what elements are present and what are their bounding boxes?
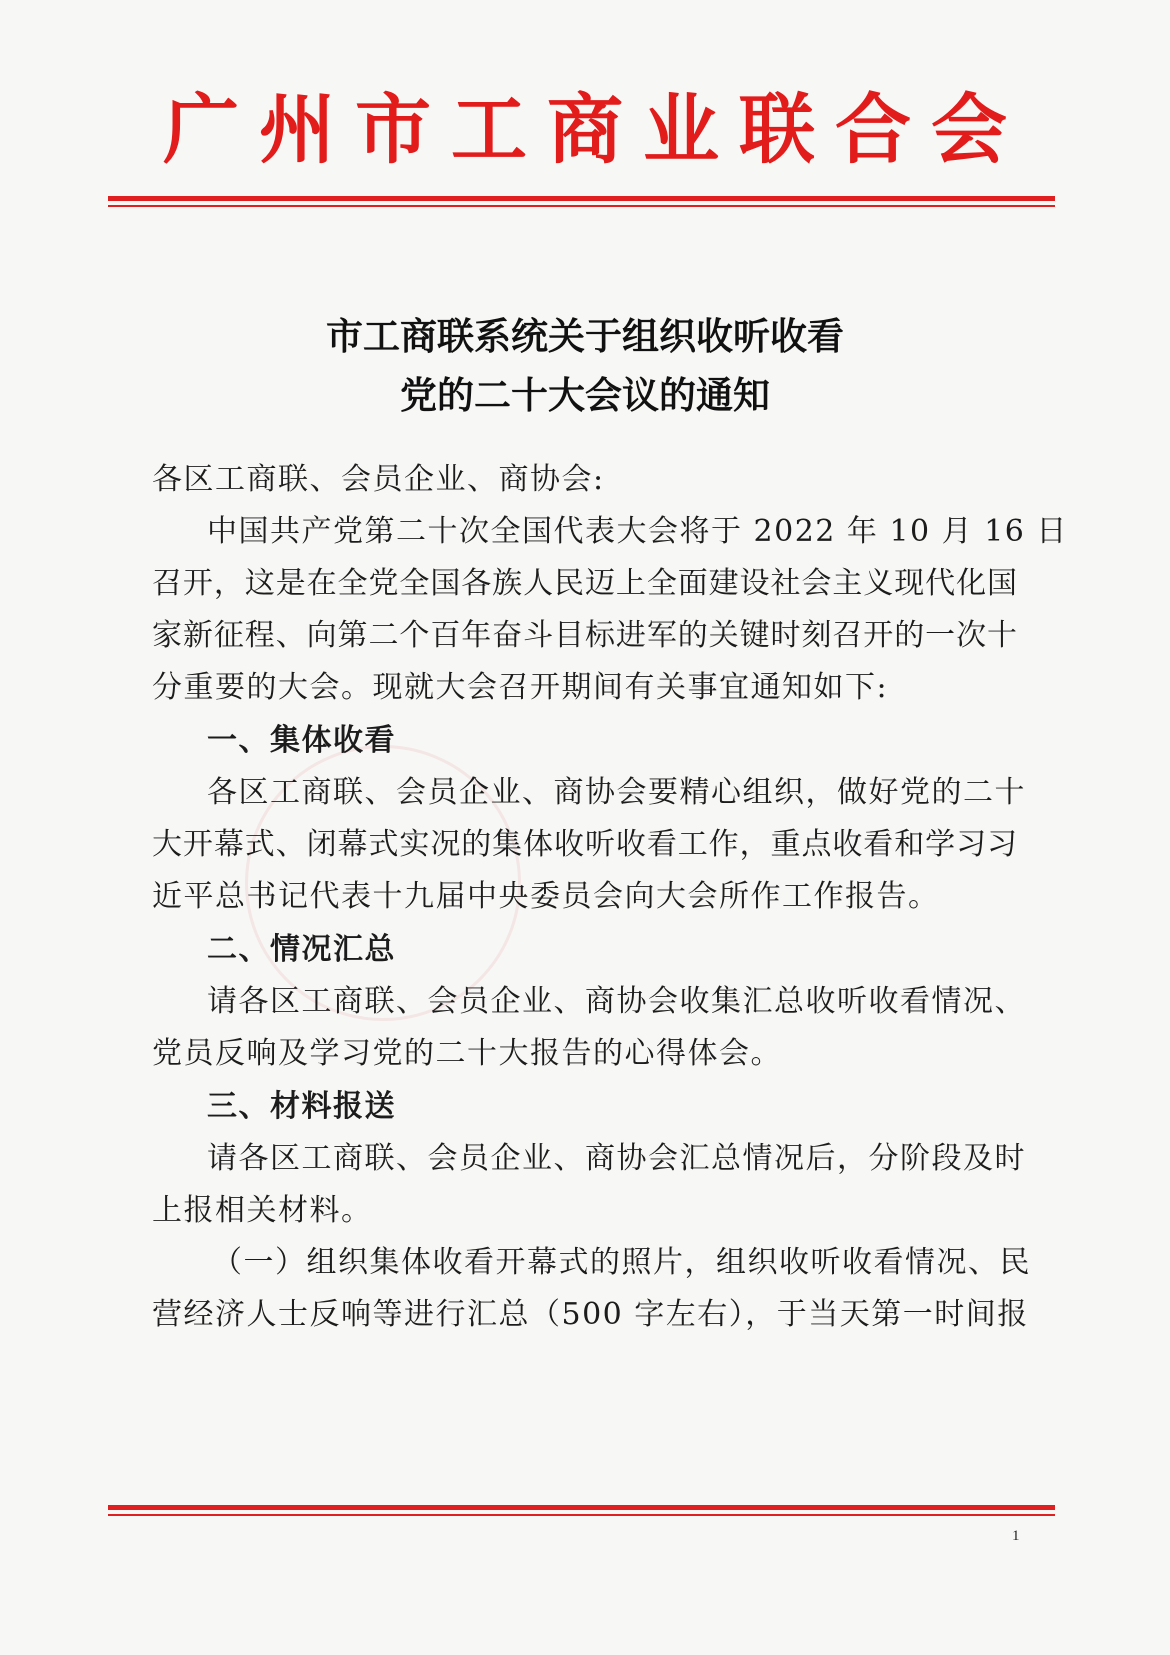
document-title-line-1: 市工商联系统关于组织收听收看 [326, 314, 844, 358]
section-heading: 一、集体收看 [207, 723, 396, 758]
body-line: 营经济人士反响等进行汇总（500 字左右），于当天第一时间报 [152, 1297, 1029, 1332]
body-line: 召开，这是在全党全国各族人民迈上全面建设社会主义现代化国 [152, 566, 1017, 601]
body-line: 上报相关材料。 [152, 1193, 373, 1228]
body-line: 各区工商联、会员企业、商协会要精心组织，做好党的二十 [207, 775, 1026, 810]
document-title-line-2: 党的二十大会议的通知 [400, 373, 770, 417]
letterhead-red-rule [108, 196, 1055, 207]
section-heading: 二、情况汇总 [207, 932, 396, 967]
body-line: 中国共产党第二十次全国代表大会将于 2022 年 10 月 16 日 [207, 514, 1068, 549]
page-number: 1 [1012, 1528, 1020, 1544]
body-line: 近平总书记代表十九届中央委员会向大会所作工作报告。 [152, 879, 940, 914]
body-line: 请各区工商联、会员企业、商协会汇总情况后，分阶段及时 [207, 1141, 1026, 1176]
body-line: 党员反响及学习党的二十大报告的心得体会。 [152, 1036, 782, 1071]
body-line: 家新征程、向第二个百年奋斗目标进军的关键时刻召开的一次十 [152, 618, 1017, 653]
body-line: （一）组织集体收看开幕式的照片，组织收听收看情况、民 [212, 1245, 1031, 1280]
letterhead-org-name: 广州市工商业联合会 [163, 85, 1027, 174]
body-line: 请各区工商联、会员企业、商协会收集汇总收听收看情况、 [207, 984, 1026, 1019]
salutation: 各区工商联、会员企业、商协会: [152, 462, 605, 497]
section-heading: 三、材料报送 [207, 1089, 396, 1124]
footer-red-rule [108, 1505, 1055, 1516]
body-line: 大开幕式、闭幕式实况的集体收听收看工作，重点收看和学习习 [152, 827, 1017, 862]
body-line: 分重要的大会。现就大会召开期间有关事宜通知如下: [152, 670, 889, 705]
